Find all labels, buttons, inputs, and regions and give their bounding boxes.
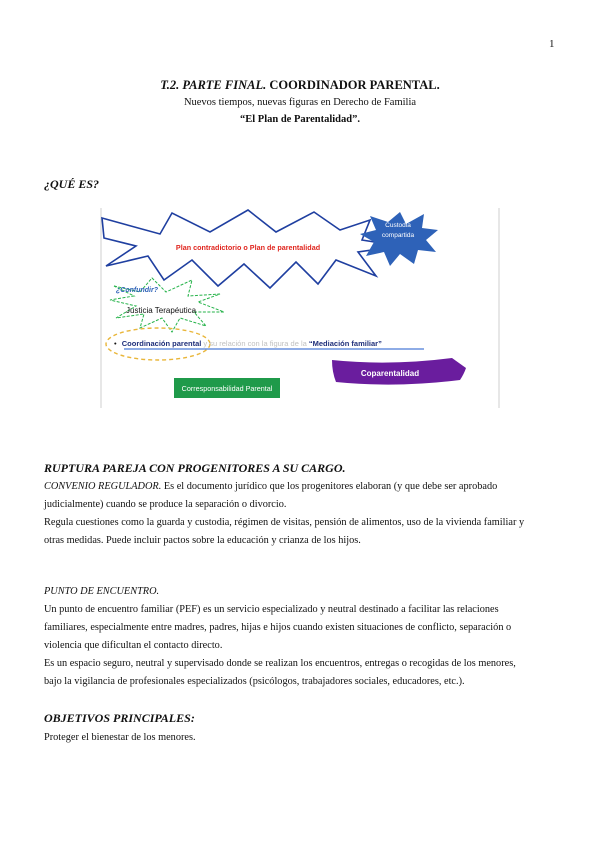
objetivos-paragraph [44,729,564,747]
title-italic: T.2. PARTE FINAL. [160,78,267,92]
confundir-label: ¿Confundir? [116,287,158,294]
subtitle: Nuevos tiempos, nuevas figuras en Derecho de Familia [183,97,417,108]
corresponsabilidad-label: Corresponsabilidad Parental [181,384,273,393]
concept-diagram [100,208,500,408]
ruptura-line-3: Regula cuestiones como la guarda y custodia, régimen de visitas, pensión de alimentos, uso de la vivienda familiar y [44,517,525,528]
punto-line-2: familiares, especialmente entre madres, padres, hijas e hijos cuando existen situaciones de conflicto, separación o [44,622,512,633]
ruptura-line-1 [44,478,564,496]
document-title [0,78,600,93]
title-rest: COORDINADOR PARENTAL. [266,78,440,92]
coordinacion-rest: y su relación con la figura de la [201,339,309,348]
coordinacion-line [114,339,382,348]
main-star-label: Plan contradictorio o Plan de parentalidad [175,243,321,252]
coordinacion-text: Coordinación parental [121,339,202,348]
mediacion-text: “Mediación familiar” [308,339,382,348]
punto-line-3: violencia que dificultan el contacto directo. [44,640,223,651]
punto-line-4: Es un espacio seguro, neutral y supervisado donde se realizan los encuentros, entregas o recogidas de los menores, [44,658,516,669]
ruptura-line-4: otras medidas. Puede incluir pactos sobre la educación y crianza de los hijos. [44,535,361,546]
custodia-star-shape [360,212,438,266]
ruptura-line-2: judicialmente) cuando se produce la separación o divorcio. [44,499,287,510]
justicia-label: Justicia Terapéutica [126,306,197,315]
punto-encuentro-label: PUNTO DE ENCUENTRO. [44,586,160,597]
punto-paragraph [44,601,564,691]
objetivos-line-1: Proteger el bienestar de los menores. [44,732,196,743]
section-heading-objetivos: OBJETIVOS PRINCIPALES: [44,711,195,725]
section-heading-ruptura: RUPTURA PAREJA CON PROGENITORES A SU CARGO. [44,461,346,475]
ruptura-line1-text: Es el documento jurídico que los progenitores elaboran (y que debe ser aprobado [161,481,498,492]
ruptura-paragraph [44,478,564,550]
subtitle-plan: “El Plan de Parentalidad”. [240,114,360,125]
convenio-label: CONVENIO REGULADOR. [44,481,162,492]
section-heading-que-es: ¿QUÉ ES? [44,177,100,191]
bullet: • [114,339,117,348]
page-number: 1 [549,38,555,50]
punto-line-5: bajo la vigilancia de profesionales especializados (psicólogos, trabajadores sociales, educadores, etc.). [44,676,465,687]
punto-line-1: Un punto de encuentro familiar (PEF) es un servicio especializado y neutral destinado a facilitar las relaciones [44,604,499,615]
custodia-line2: compartida [381,232,415,239]
coparentalidad-label: Coparentalidad [360,369,420,378]
custodia-line1: Custodia [385,222,411,229]
